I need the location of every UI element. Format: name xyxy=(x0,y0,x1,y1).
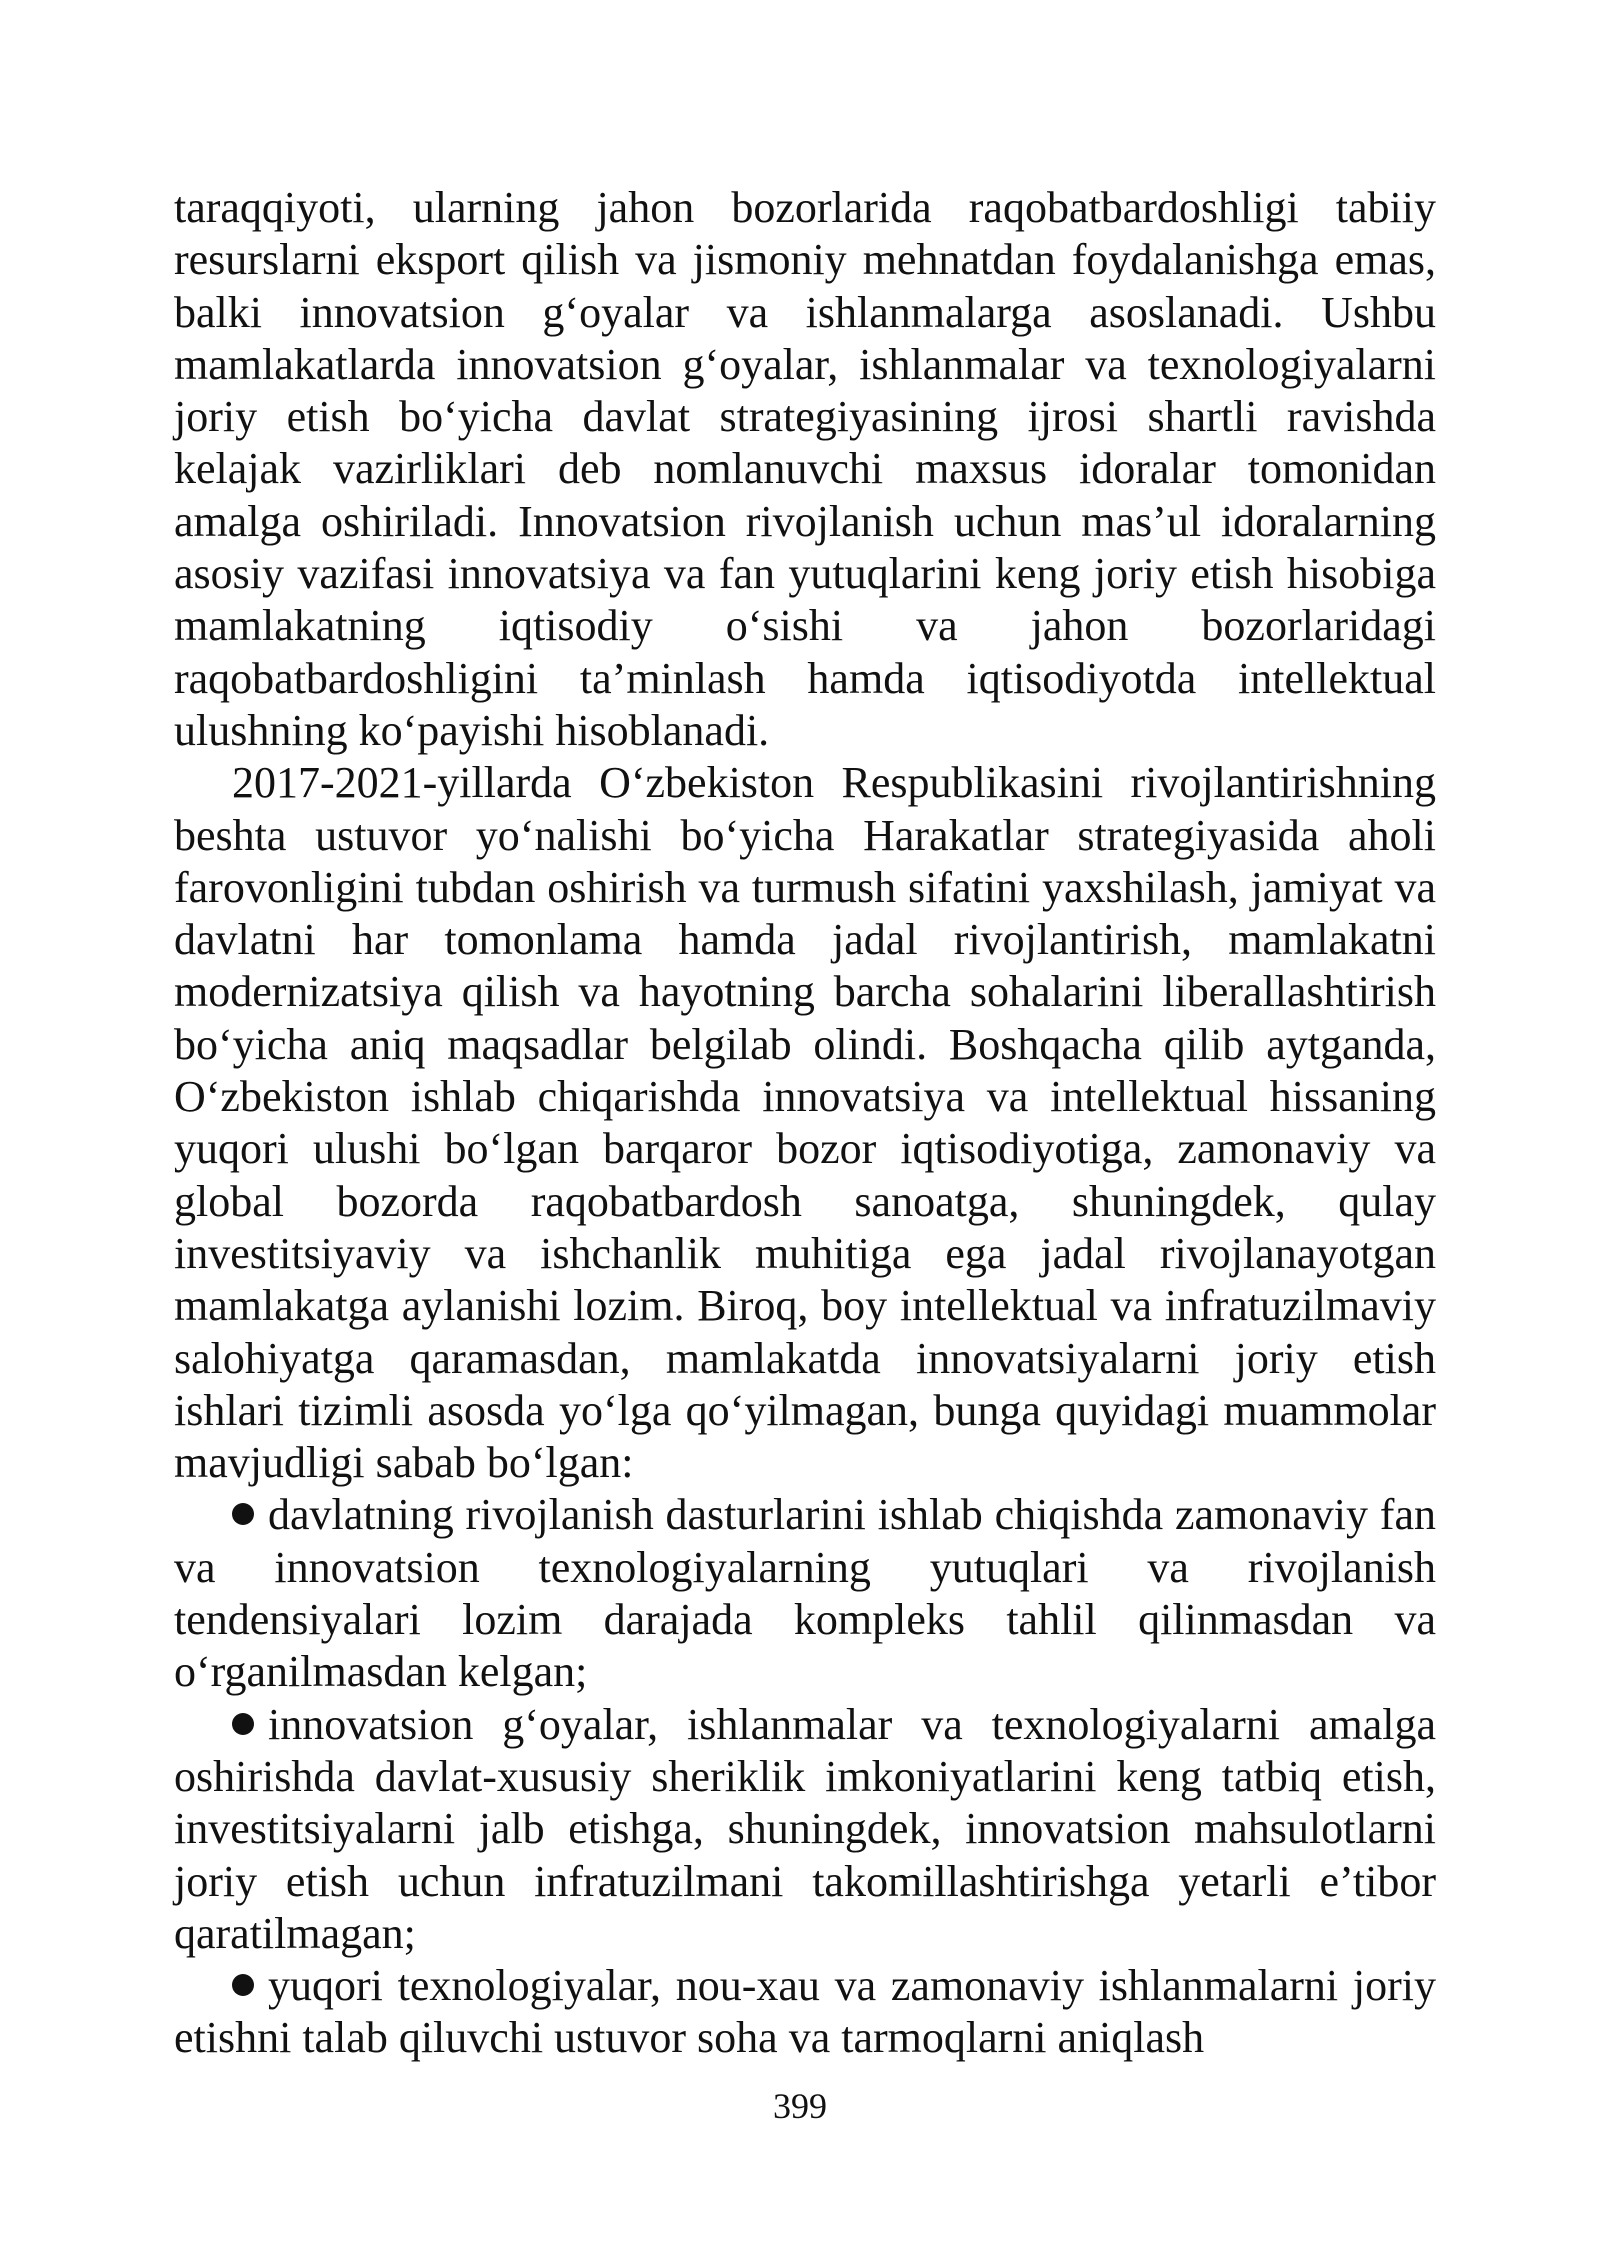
paragraph: 2017-2021-yillarda O‘zbekiston Respublikasini rivojlantirishning beshta ustuvor yo‘nalishi bo‘yicha Harakatlar strategiyasida aholi farovonligini tubdan oshirish va turmush sifatini yaxshilash, jamiyat va davlatni har tomonlama hamda jadal rivojlantirish, mamlakatni modernizatsiya qilish va hayotning barcha sohalarini liberallashtirish bo‘yicha aniq maqsadlar belgilab olindi. Boshqacha qilib aytganda, O‘zbekiston ishlab chiqarishda innovatsiya va intellektual hissaning yuqori ulushi bo‘lgan barqaror bozor iqtisodiyotiga, zamonaviy va global bozorda raqobatbardosh sanoatga, shuningdek, qulay investitsiyaviy va ishchanlik muhitiga ega jadal rivojlanayotgan mamlakatga aylanishi lozim. Biroq, boy intellektual va infratuzilmaviy salohiyatga qaramasdan, mamlakatda innovatsiyalarni joriy etish ishlari tizimli asosda yo‘lga qo‘yilmagan, bunga quyidagi muammolar mavjudligi sabab bo‘lgan: xyxy=(174,758,1436,1488)
page-body xyxy=(174,182,1436,2065)
bullet-text: davlatning rivojlanish dasturlarini ishlab chiqishda zamonaviy fan va innovatsion texnologiyalarning yutuqlari va rivojlanish tendensiyalari lozim darajada kompleks tahlil qilinmasdan va o‘rganilmasdan kelgan; xyxy=(174,1490,1436,1697)
bullet-icon xyxy=(232,1503,254,1525)
bullet-icon xyxy=(232,1974,254,1996)
bullet-list-item xyxy=(174,1489,1436,1698)
page-number: 399 xyxy=(773,2086,827,2126)
bullet-text: yuqori texnologiyalar, nou-xau va zamonaviy ishlanmalarni joriy etishni talab qiluvchi ustuvor soha va tarmoqlarni aniqlash xyxy=(174,1961,1436,2063)
bullet-list-item xyxy=(174,1699,1436,1960)
bullet-text: innovatsion g‘oyalar, ishlanmalar va texnologiyalarni amalga oshirishda davlat-xususiy sheriklik imkoniyatlarini keng tatbiq etish, investitsiyalarni jalb etishga, shuningdek, innovatsion mahsulotlarni joriy etish uchun infratuzilmani takomillashtirishga yetarli e’tibor qaratilmagan; xyxy=(174,1699,1436,1958)
paragraph: taraqqiyoti, ularning jahon bozorlarida raqobatbardoshligi tabiiy resurslarni eksport qilish va jismoniy mehnatdan foydalanishga emas, balki innovatsion g‘oyalar va ishlanmalarga asoslanadi. Ushbu mamlakatlarda innovatsion g‘oyalar, ishlanmalar va texnologiyalarni joriy etish bo‘yicha davlat strategiyasining ijrosi shartli ravishda kelajak vazirliklari deb nomlanuvchi maxsus idoralar tomonidan amalga oshiriladi. Innovatsion rivojlanish uchun mas’ul idoralarning asosiy vazifasi innovatsiya va fan yutuqlarini keng joriy etish hisobiga mamlakatning iqtisodiy o‘sishi va jahon bozorlaridagi raqobatbardoshligini ta’minlash hamda iqtisodiyotda intellektual ulushning ko‘payishi hisoblanadi. xyxy=(174,183,1436,755)
bullet-icon xyxy=(232,1713,254,1735)
bullet-list-item xyxy=(174,1960,1436,2065)
